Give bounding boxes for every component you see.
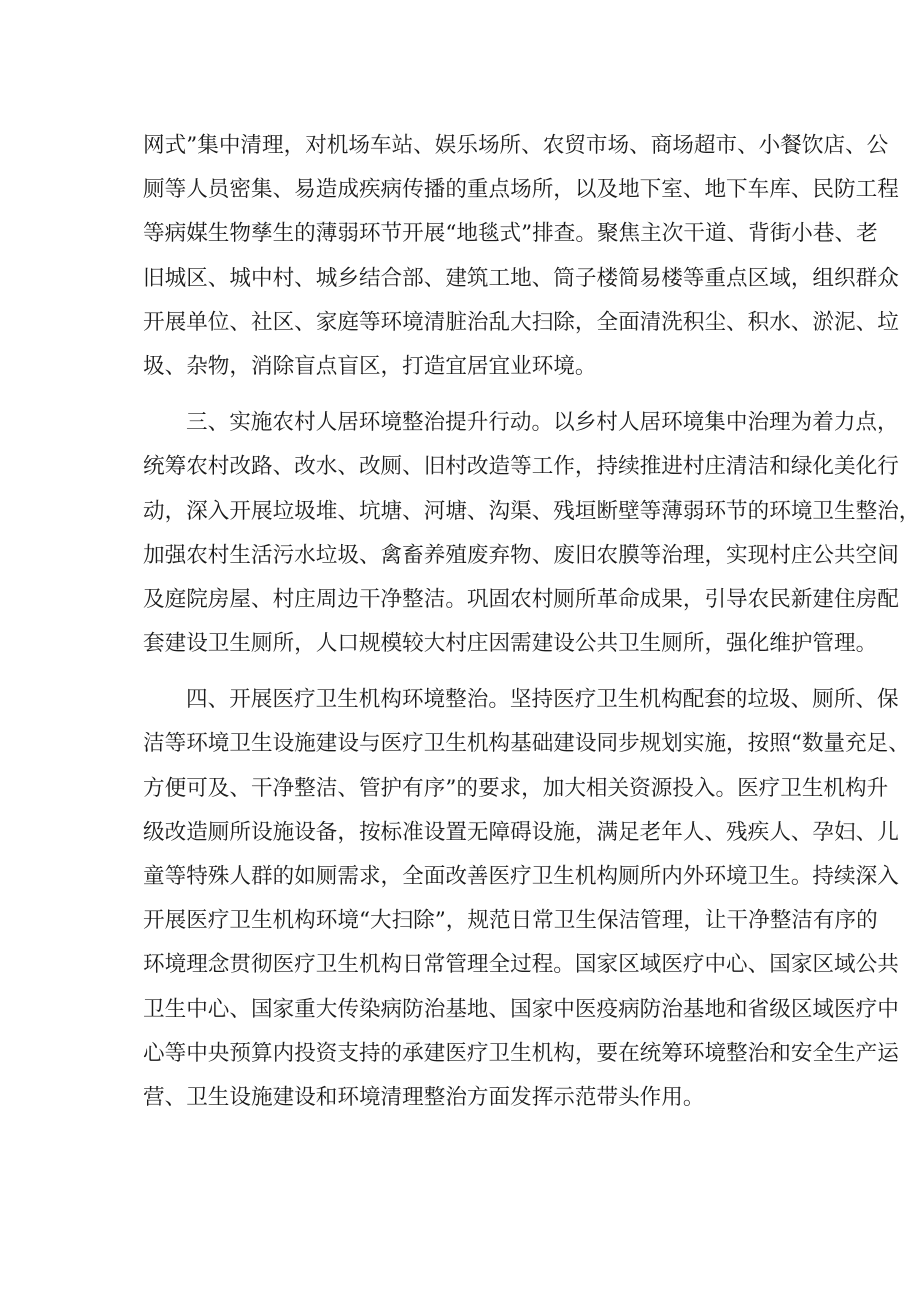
paragraph-line: 旧城区、城中村、城乡结合部、建筑工地、筒子楼简易楼等重点区域，组织群众	[143, 265, 899, 291]
paragraph-line: 洁等环境卫生设施建设与医疗卫生机构基础建设同步规划实施，按照“数量充足、	[143, 731, 910, 757]
paragraph-line: 动，深入开展垃圾堆、坑塘、河塘、沟渠、残垣断壁等薄弱环节的环境卫生整治，	[143, 498, 920, 524]
paragraph-line: 圾、杂物，消除盲点盲区，打造宜居宜业环境。	[143, 353, 597, 379]
paragraph-line: 开展医疗卫生机构环境“大扫除”，规范日常卫生保洁管理，让干净整洁有序的	[143, 908, 878, 934]
paragraph-line: 加强农村生活污水垃圾、禽畜养殖废弃物、废旧农膜等治理，实现村庄公共空间	[143, 542, 899, 568]
paragraph-line: 三、实施农村人居环境整治提升行动。以乡村人居环境集中治理为着力点，	[186, 410, 899, 436]
paragraph-line: 统筹农村改路、改水、改厕、旧村改造等工作，持续推进村庄清洁和绿化美化行	[143, 454, 899, 480]
paragraph-line: 等病媒生物孳生的薄弱环节开展“地毯式”排查。聚焦主次干道、背街小巷、老	[143, 221, 878, 247]
paragraph-line: 环境理念贯彻医疗卫生机构日常管理全过程。国家区域医疗中心、国家区域公共	[143, 952, 899, 978]
paragraph-line: 心等中央预算内投资支持的承建医疗卫生机构，要在统筹环境整治和安全生产运	[143, 1040, 899, 1066]
paragraph-rural-environment	[143, 401, 920, 666]
paragraph-urban-cleanup	[143, 124, 899, 389]
paragraph-line: 童等特殊人群的如厕需求，全面改善医疗卫生机构厕所内外环境卫生。持续深入	[143, 864, 899, 889]
paragraph-line: 卫生中心、国家重大传染病防治基地、国家中医疫病防治基地和省级区域医疗中	[143, 996, 899, 1022]
document-body	[143, 124, 920, 1120]
paragraph-line: 厕等人员密集、易造成疾病传播的重点场所，以及地下室、地下车库、民防工程	[143, 177, 899, 203]
paragraph-medical-institutions	[143, 678, 910, 1120]
paragraph-line: 方便可及、干净整洁、管护有序”的要求，加大相关资源投入。医疗卫生机构升	[143, 775, 889, 801]
paragraph-line: 套建设卫生厕所，人口规模较大村庄因需建设公共卫生厕所，强化维护管理。	[143, 631, 878, 657]
paragraph-line: 营、卫生设施建设和环境清理整治方面发挥示范带头作用。	[143, 1084, 705, 1110]
paragraph-line: 开展单位、社区、家庭等环境清脏治乱大扫除，全面清洗积尘、积水、淤泥、垃	[143, 309, 899, 335]
paragraph-line: 级改造厕所设施设备，按标准设置无障碍设施，满足老年人、残疾人、孕妇、儿	[143, 819, 899, 845]
paragraph-line: 四、开展医疗卫生机构环境整治。坚持医疗卫生机构配套的垃圾、厕所、保	[186, 687, 899, 713]
paragraph-line: 网式”集中清理，对机场车站、娱乐场所、农贸市场、商场超市、小餐饮店、公	[143, 133, 889, 158]
paragraph-line: 及庭院房屋、村庄周边干净整洁。巩固农村厕所革命成果，引导农民新建住房配	[143, 586, 899, 612]
